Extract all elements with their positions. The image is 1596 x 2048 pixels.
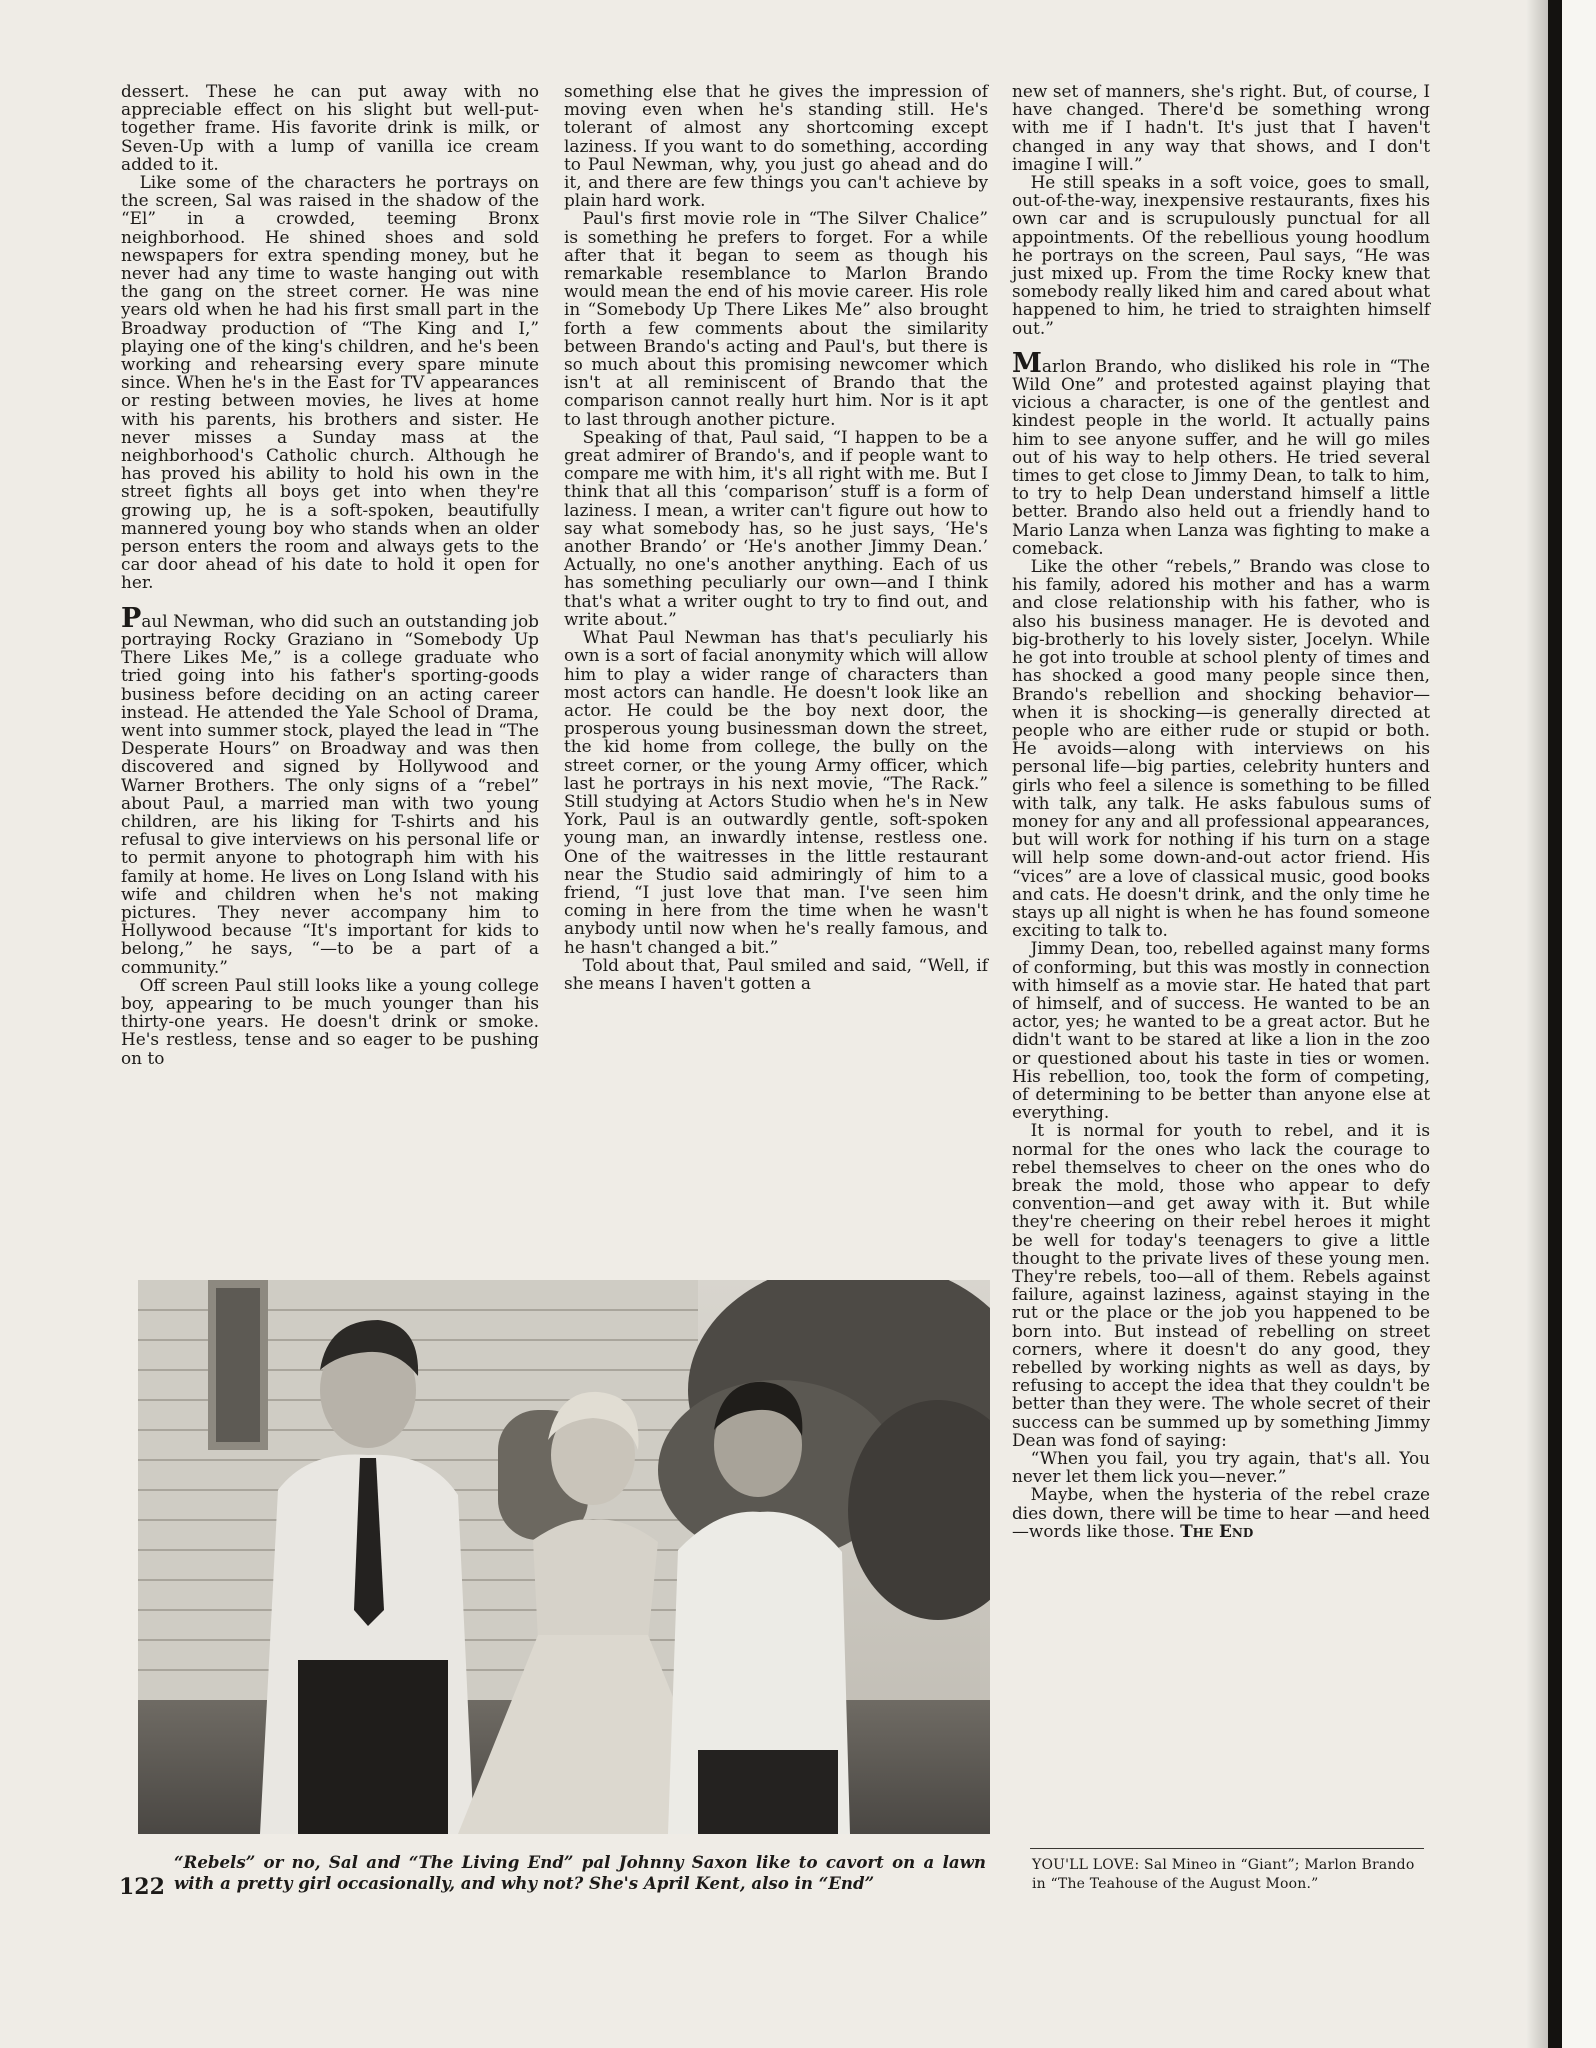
paragraph: something else that he gives the impression of moving even when he's standing still. He's tolerant of almost any shortcoming except laziness. If you want to do something, according to Paul Newman, why, you just go ahead and do it, and there are few things you can't achieve by plain hard work. — [564, 81, 988, 211]
paragraph: He still speaks in a soft voice, goes to small, out-of-the-way, inexpensive restaurants, fixes his own car and is scrupulously punctual for all appointments. Of the rebellious young hoodlum he portrays on the screen, Paul says, “He was just mixed up. From the time Rocky knew that somebody really liked him and cared about what happened to him, he tried to straighten himself out.” — [1012, 172, 1430, 338]
paragraph: Speaking of that, Paul said, “I happen to be a great admirer of Brando's, and if people want to compare me with him, it's all right with me. But I think that all this ‘comparison’ stuff is a form of laziness. I mean, a writer can't figure out how to say what somebody has, so he just says, ‘He's another Brando’ or ‘He's another Jimmy Dean.’ Actually, no one's another anything. Each of us has something peculiarly our own—and I think that's what a writer ought to try to find out, and write about.” — [564, 426, 988, 629]
paragraph: “When you fail, you try again, that's all. You never let them lick you—never.” — [1012, 1448, 1430, 1487]
paragraph: Paul's first movie role in “The Silver Chalice” is something he prefers to forget. For a while after that it began to seem as though his remarkable resemblance to Marlon Brando would mean the end of his movie career. His role in “Somebody Up There Likes Me” also brought forth a few comments about the similarity between Brando's acting and Paul's, but there is so much about this promising newcomer which isn't at all reminiscent of Brando that the comparison cannot really hurt him. Nor is it apt to last through another picture. — [564, 208, 988, 429]
footnote-divider — [1030, 1848, 1424, 1849]
paragraph: dessert. These he can put away with no appreciable effect on his slight but well-put-together frame. His favorite drink is milk, or Seven-Up with a lump of vanilla ice cream added to it. — [121, 81, 539, 174]
adjacent-page-edge — [1548, 0, 1596, 2048]
paragraph: It is normal for youth to rebel, and it is normal for the ones who lack the courage to rebel themselves to cheer on the ones who do break the mold, those who appear to defy convention—and get away with it. But while they're cheering on their rebel heroes it might be well for today's teenagers to give a little thought to the private lives of these young men. They're rebels, too—all of them. Rebels against failure, against laziness, against staying in the rut or the place or the job you happened to be born into. But instead of rebelling on street corners, where it doesn't do any good, they rebelled by working nights as well as days, by refusing to accept the idea that they couldn't be better than they were. The whole secret of their success can be summed up by something Jimmy Dean was fond of saying: — [1012, 1120, 1430, 1450]
text-column-2 — [564, 82, 988, 1232]
page-edge-shadow — [1526, 0, 1548, 2048]
text-column-1 — [121, 82, 539, 1232]
paragraph: What Paul Newman has that's peculiarly his own is a sort of facial anonymity which will allow him to play a wider range of characters than most actors can handle. He doesn't look like an actor. He could be the boy next door, the prosperous young businessman down the street, the kid home from college, the bully on the street corner, or the young Army officer, which last he portrays in his next movie, “The Rack.” Still studying at Actors Studio when he's in New York, Paul is an outwardly gentle, soft-spoken young man, an inwardly intense, restless one. One of the waitresses in the little restaurant near the Studio said admiringly of him to a friend, “I just love that man. I've seen him coming in here from the time when he wasn't anybody until now when he's really famous, and he hasn't changed a bit.” — [564, 627, 988, 957]
photo-caption: “Rebels” or no, Sal and “The Living End” pal Johnny Saxon like to cavort on a lawn with a pretty girl occasionally, and why not? She's April Kent, also in “End” — [174, 1852, 986, 1893]
paragraph: Told about that, Paul smiled and said, “Well, if she means I haven't gotten a — [564, 954, 988, 993]
section-paragraph-brando — [1012, 347, 1430, 558]
paragraph-text: arlon Brando, who disliked his role in “The Wild One” and protested against playing that vicious a character, is one of the gentlest and kindest people in the world. It actually pains him to see anyone suffer, and he will go miles out of his way to help others. He tried several times to get close to Jimmy Dean, to talk to him, to try to help Dean understand himself a little better. Brando also held out a friendly hand to Mario Lanza when Lanza was fighting to make a comeback. — [1012, 355, 1430, 558]
drop-cap: P — [121, 602, 142, 634]
paragraph: Like some of the characters he portrays on the screen, Sal was raised in the shadow of the “El” in a crowded, teeming Bronx neighborhood. He shined shoes and sold newspapers for extra spending money, but he never had any time to waste hanging out with the gang on the street corner. He was nine years old when he had his first small part in the Broadway production of “The King and I,” playing one of the king's children, and he's been working and rehearsing every spare minute since. When he's in the East for TV appearances or resting between movies, he lives at home with his parents, his brothers and sister. He never misses a Sunday mass at the neighborhood's Catholic church. Although he has proved his ability to hold his own in the street fights all boys get into when they're growing up, he is a soft-spoken, beautifully mannered young boy who stands when an older person enters the room and always gets to the car door ahead of his date to hold it open for her. — [121, 172, 539, 593]
end-mark: The End — [1180, 1520, 1254, 1541]
paragraph-text: aul Newman, who did such an outstanding job portraying Rocky Graziano in “Somebody Up There Likes Me,” is a college graduate who tried going into his father's sporting-goods business before deciding on an acting career instead. He attended the Yale School of Drama, went into summer stock, played the lead in “The Desperate Hours” on Broadway and was then discovered and signed by Hollywood and Warner Brothers. The only signs of a “rebel” about Paul, a married man with two young children, are his liking for T-shirts and his refusal to give interviews on his personal life or to permit anyone to photograph him with his family at home. He lives on Long Island with his wife and children when he's not making pictures. They never accompany him to Hollywood because “It's important for kids to belong,” he says, “—to be a part of a community.” — [121, 610, 539, 977]
footnote-youll-love: YOU'LL LOVE: Sal Mineo in “Giant”; Marlon Brando in “The Teahouse of the August Moon.” — [1032, 1857, 1415, 1892]
photo-three-young-people-on-lawn — [138, 1280, 990, 1834]
photo-illustration — [138, 1280, 990, 1834]
section-paragraph-newman — [121, 602, 539, 977]
paragraph-text: Maybe, when the hysteria of the rebel craze dies down, there will be time to hear —and heed—words like those. — [1012, 1484, 1430, 1541]
paragraph: Like the other “rebels,” Brando was close to his family, adored his mother and has a warm and close relationship with his father, who is also his business manager. He is devoted and big-brotherly to his lovely sister, Jocelyn. While he got into trouble at school plenty of times and has shocked a good many people since then, Brando's rebellion and shocking behavior—when it is shocking—is generally directed at people who are either rude or stupid or both. He avoids—along with interviews on his personal life—big parties, celebrity hunters and girls who feel a silence is something to be filled with talk, any talk. He asks fabulous sums of money for any and all professional appearances, but will work for nothing if his turn on a stage will help some down-and-out actor friend. His “vices” are a love of classical music, good books and cats. He doesn't drink, and the only time he stays up all night is when he has found someone exciting to talk to. — [1012, 556, 1430, 941]
text-column-3 — [1012, 82, 1430, 1872]
paragraph: Jimmy Dean, too, rebelled against many forms of conforming, but this was mostly in connection with himself as a movie star. He hated that part of himself, and of success. He wanted to be an actor, yes; he wanted to be a great actor. But he didn't want to be stared at like a lion in the zoo or questioned about his taste in ties or women. His rebellion, too, took the form of competing, of determining to be better than anyone else at everything. — [1012, 938, 1430, 1123]
page-gutter — [1548, 0, 1562, 2048]
paragraph: Off screen Paul still looks like a young college boy, appearing to be much younger than his thirty-one years. He doesn't drink or smoke. He's restless, tense and so eager to be pushing on to — [121, 974, 539, 1068]
paragraph: new set of manners, she's right. But, of course, I have changed. There'd be something wrong with me if I hadn't. It's just that I haven't changed in any way that shows, and I don't imagine I will.” — [1012, 81, 1430, 174]
paragraph — [1012, 1485, 1430, 1540]
page-number: 122 — [119, 1874, 165, 1900]
drop-cap: M — [1012, 347, 1042, 379]
